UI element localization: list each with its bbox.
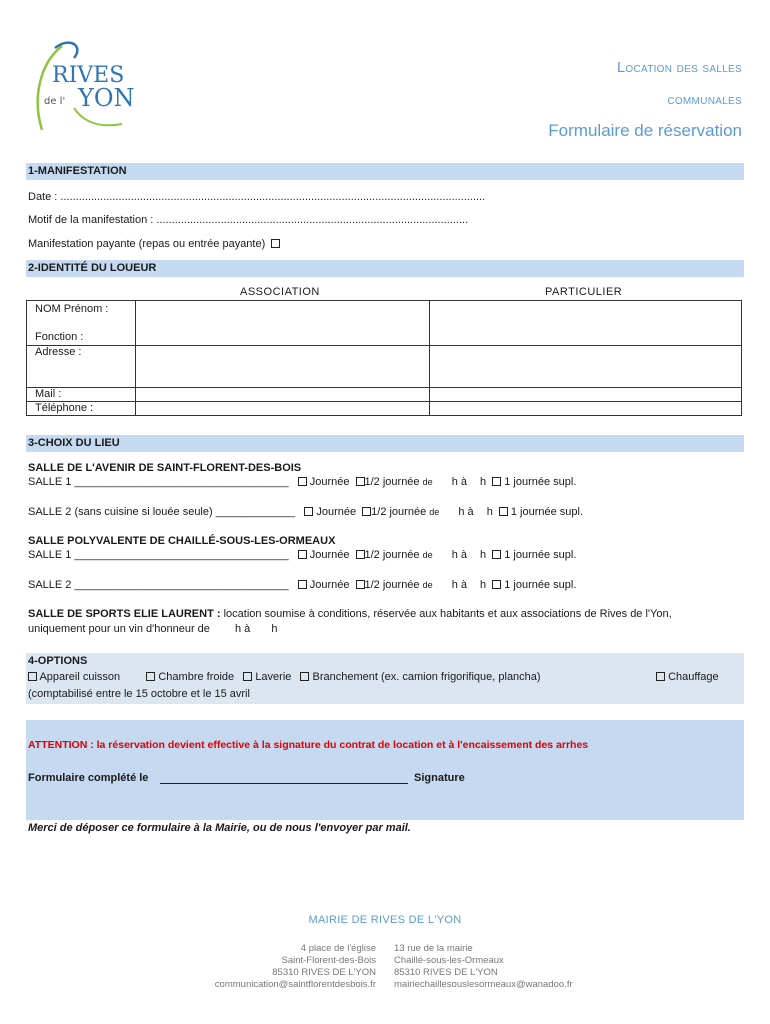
options-row xyxy=(28,671,541,683)
poly-salle1-row xyxy=(28,549,576,561)
poly-s2-journee-checkbox[interactable] xyxy=(298,580,307,589)
footer-left-line: Saint-Florent-des-Bois xyxy=(281,955,376,966)
footer-address-right xyxy=(394,943,573,991)
footer-right-email[interactable]: mairiechaillesouslesormeaux@wanadoo.fr xyxy=(394,979,573,990)
title-line-2: communales xyxy=(667,92,742,108)
opt-chauffage-label: Chauffage xyxy=(668,671,719,683)
avenir-s1-supl-checkbox[interactable] xyxy=(492,477,501,486)
ha-label: h à xyxy=(451,476,467,488)
ha-label: h à xyxy=(451,549,467,561)
footer-left-email[interactable]: communication@saintflorentdesbois.fr xyxy=(214,979,376,990)
opt-chambre-label: Chambre froide xyxy=(158,671,235,683)
avenir-s2-demi-checkbox[interactable] xyxy=(362,507,371,516)
poly-salle2-row xyxy=(28,579,576,591)
row-adresse xyxy=(27,346,136,388)
options-note: (comptabilisé entre le 15 octobre et le 15 avril xyxy=(28,688,250,700)
avenir-s2-journee-checkbox[interactable] xyxy=(304,507,313,516)
opt-branchement-checkbox[interactable] xyxy=(300,672,309,681)
journee-label: Journée xyxy=(316,506,357,518)
footer-left-line: 85310 RIVES DE L'YON xyxy=(272,967,376,978)
col-association: ASSOCIATION xyxy=(240,286,320,298)
demi-label: 1/2 journée xyxy=(371,506,427,518)
sports-h: h xyxy=(271,623,278,635)
label-nom: NOM Prénom : xyxy=(35,303,109,315)
h-label: h xyxy=(486,506,493,518)
attention-block xyxy=(26,720,744,820)
demi-label: 1/2 journée xyxy=(364,579,420,591)
cell-association-telephone[interactable] xyxy=(136,402,430,416)
h-label: h xyxy=(480,549,487,561)
completed-date-line[interactable] xyxy=(160,783,408,784)
identity-table xyxy=(26,300,742,416)
poly-salle1-label: SALLE 1 ___________________________________ xyxy=(28,549,289,561)
avenir-salle2-label: SALLE 2 (sans cuisine si louée seule) _____________ xyxy=(28,506,296,518)
attention-text: ATTENTION : la réservation devient effective à la signature du contrat de location et à l'encaissement des arrhes xyxy=(28,739,589,751)
sports-text: location soumise à conditions, réservée aux habitants et aux associations de Rives de l'Yon, xyxy=(223,608,672,620)
row-nom-fonction xyxy=(27,301,136,346)
h-label: h xyxy=(480,579,487,591)
de-label: de xyxy=(422,580,433,590)
payante-label: Manifestation payante (repas ou entrée payante) xyxy=(28,238,266,250)
form-subtitle: Formulaire de réservation xyxy=(548,121,742,140)
cell-particulier-adresse[interactable] xyxy=(430,346,742,388)
cell-particulier-telephone[interactable] xyxy=(430,402,742,416)
payante-row xyxy=(28,238,280,250)
section-3-heading: 3-CHOIX DU LIEU xyxy=(26,435,744,452)
avenir-salle2-row xyxy=(28,506,583,518)
poly-salle2-label: SALLE 2 ___________________________________ xyxy=(28,579,289,591)
sports-paragraph xyxy=(28,607,744,637)
section-4-heading: 4-OPTIONS xyxy=(26,653,744,670)
poly-s1-journee-checkbox[interactable] xyxy=(298,550,307,559)
date-field[interactable]: Date : ........................................................................................................................................... xyxy=(28,191,486,203)
avenir-s2-supl-checkbox[interactable] xyxy=(499,507,508,516)
cell-association-mail[interactable] xyxy=(136,388,430,402)
journee-label: Journée xyxy=(309,579,350,591)
rives-de-lyon-logo xyxy=(22,38,147,138)
signature-label: Signature xyxy=(414,772,465,784)
avenir-s1-journee-checkbox[interactable] xyxy=(298,477,307,486)
opt-laverie-label: Laverie xyxy=(255,671,292,683)
label-mail: Mail : xyxy=(35,388,62,400)
logo-yon-text: YON xyxy=(78,84,135,112)
logo-de-text: de l' xyxy=(44,96,66,107)
logo-rives-text: RIVES xyxy=(52,63,125,88)
footer-title: MAIRIE DE RIVES DE L'YON xyxy=(308,914,462,926)
opt-cuisson-label: Appareil cuisson xyxy=(39,671,121,683)
cell-association-nom[interactable] xyxy=(136,301,430,346)
footer-right-line: 13 rue de la mairie xyxy=(394,943,473,954)
opt-chambre-checkbox[interactable] xyxy=(146,672,155,681)
opt-chauffage-checkbox[interactable] xyxy=(656,672,665,681)
footer-address-left xyxy=(215,943,376,991)
section-2-heading: 2-IDENTITÉ DU LOUEUR xyxy=(26,260,744,277)
avenir-s1-demi-checkbox[interactable] xyxy=(356,477,365,486)
supl-label: 1 journée supl. xyxy=(510,506,584,518)
demi-label: 1/2 journée xyxy=(364,549,420,561)
cell-particulier-nom[interactable] xyxy=(430,301,742,346)
payante-checkbox[interactable] xyxy=(271,239,280,248)
opt-branchement-label: Branchement (ex. camion frigorifique, plancha) xyxy=(312,671,541,683)
avenir-title: SALLE DE L'AVENIR DE SAINT-FLORENT-DES-BOIS xyxy=(28,462,302,474)
supl-label: 1 journée supl. xyxy=(504,579,577,591)
sports-title: SALLE DE SPORTS ELIE LAURENT : xyxy=(28,608,221,620)
poly-title: SALLE POLYVALENTE DE CHAILLÉ-SOUS-LES-ORMEAUX xyxy=(28,535,336,547)
avenir-salle1-label: SALLE 1 ___________________________________ xyxy=(28,476,289,488)
demi-label: 1/2 journée xyxy=(364,476,420,488)
poly-s1-demi-checkbox[interactable] xyxy=(356,550,365,559)
col-particulier: PARTICULIER xyxy=(545,286,623,298)
footer-right-line: 85310 RIVES DE L'YON xyxy=(394,967,498,978)
motif-field[interactable]: Motif de la manifestation : ...................................................................................................... xyxy=(28,214,469,226)
label-telephone: Téléphone : xyxy=(35,402,94,414)
h-label: h xyxy=(480,476,487,488)
de-label: de xyxy=(429,507,440,517)
row-mail xyxy=(27,388,136,402)
ha-label: h à xyxy=(451,579,467,591)
cell-particulier-mail[interactable] xyxy=(430,388,742,402)
poly-s2-demi-checkbox[interactable] xyxy=(356,580,365,589)
avenir-salle1-row xyxy=(28,476,576,488)
poly-s2-supl-checkbox[interactable] xyxy=(492,580,501,589)
supl-label: 1 journée supl. xyxy=(504,549,577,561)
label-fonction: Fonction : xyxy=(35,331,84,343)
opt-chauffage-row xyxy=(656,671,719,683)
footer-left-line: 4 place de l'église xyxy=(300,943,376,954)
journee-label: Journée xyxy=(309,476,350,488)
row-telephone xyxy=(27,402,136,416)
opt-cuisson-checkbox[interactable] xyxy=(28,672,37,681)
cell-association-adresse[interactable] xyxy=(136,346,430,388)
opt-laverie-checkbox[interactable] xyxy=(243,672,252,681)
completed-label: Formulaire complété le xyxy=(28,772,149,784)
title-line-1: Location des salles xyxy=(617,60,742,76)
supl-label: 1 journée supl. xyxy=(504,476,577,488)
sports-text-2: uniquement pour un vin d'honneur de xyxy=(28,623,210,635)
de-label: de xyxy=(422,550,433,560)
footer-right-line: Chaillé-sous-les-Ormeaux xyxy=(394,955,504,966)
merci-text: Merci de déposer ce formulaire à la Mairie, ou de nous l'envoyer par mail. xyxy=(28,822,411,834)
label-adresse: Adresse : xyxy=(35,346,82,358)
sports-ha: h à xyxy=(234,623,251,635)
ha-label: h à xyxy=(458,506,474,518)
de-label: de xyxy=(422,477,433,487)
journee-label: Journée xyxy=(309,549,350,561)
poly-s1-supl-checkbox[interactable] xyxy=(492,550,501,559)
section-1-heading: 1-MANIFESTATION xyxy=(26,163,744,180)
